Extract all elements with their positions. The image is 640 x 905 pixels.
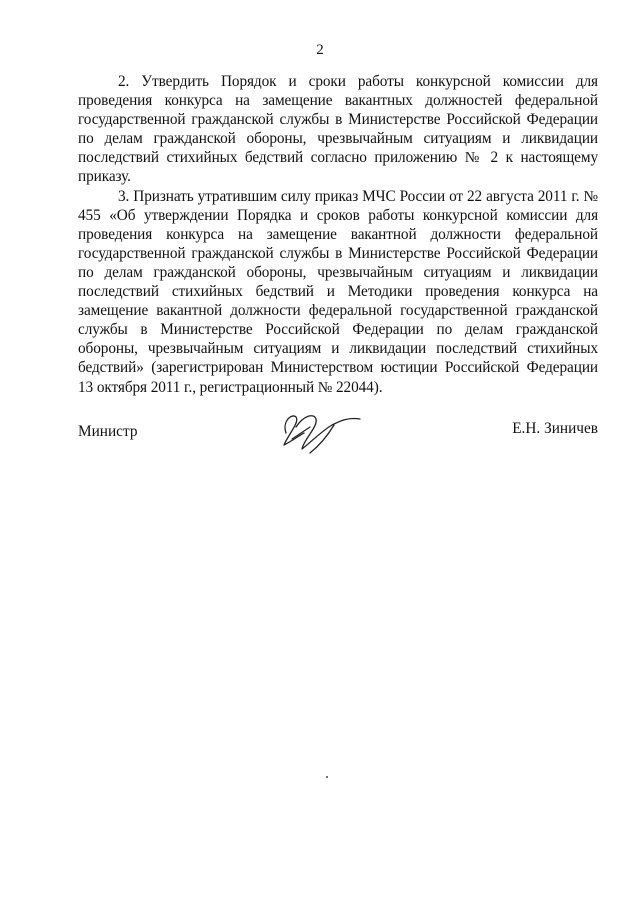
document-body bbox=[78, 72, 598, 397]
paragraph-item-2: 2. Утвердить Порядок и сроки работы конкурсной комиссии для проведения конкурса на замещение вакантных должностей федеральной государственной гражданской службы в Министерстве Российской Федерации по делам гражданской обороны, чрезвычайным ситуациям и ликвидации последствий стихийных бедствий согласно приложению № 2 к настоящему приказу. bbox=[78, 73, 598, 186]
signer-name: Е.Н. Зиничев bbox=[512, 420, 598, 437]
signature-block bbox=[78, 405, 598, 465]
scan-speck bbox=[326, 776, 328, 778]
page-number: 2 bbox=[316, 42, 324, 58]
paragraph-item-3: 3. Признать утратившим силу приказ МЧС России от 22 августа 2011 г. № 455 «Об утверждении Порядка и сроков работы конкурсной комиссии для проведения конкурса на замещение вакантной должности федеральной государственной гражданской службы в Министерстве Российской Федерации по делам гражданской обороны, чрезвычайным ситуациям и ликвидации последствий стихийных бедствий и Методики проведения конкурса на замещение вакантной должности федеральной государственной гражданской службы в Министерстве Российской Федерации по делам гражданской обороны, чрезвычайным ситуациям и ликвидации последствий стихийных бедствий» (зарегистрирован Министерством юстиции Российской Федерации 13 октября 2011 г., регистрационный № 22044). bbox=[78, 187, 598, 396]
signer-title: Министр bbox=[78, 423, 138, 440]
handwritten-signature bbox=[274, 405, 364, 455]
